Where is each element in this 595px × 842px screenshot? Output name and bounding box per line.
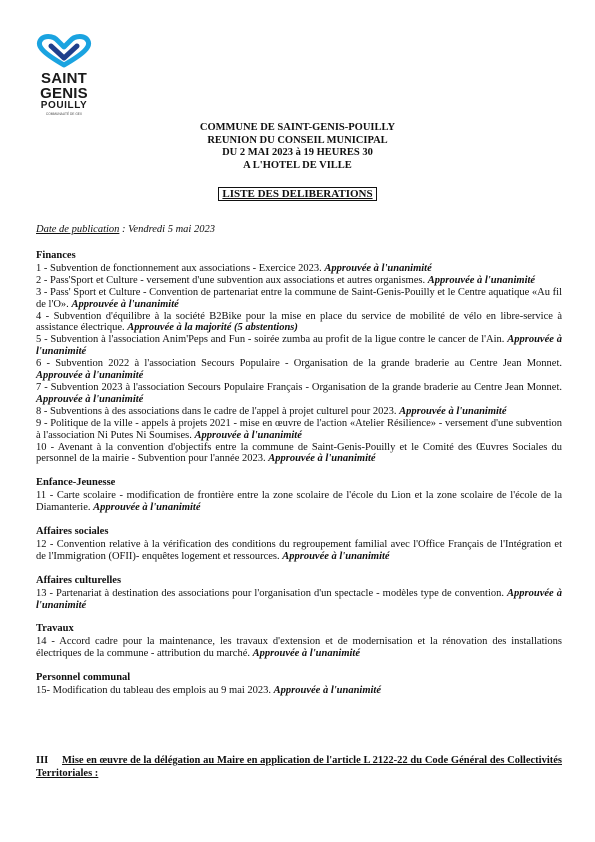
section-iii-number: III xyxy=(36,755,49,766)
section-title: Travaux xyxy=(36,623,74,635)
approval-status: Approuvée à l'unanimité xyxy=(194,429,302,441)
section-iii-heading xyxy=(36,754,562,780)
deliberation-item xyxy=(36,311,562,335)
deliberation-text: 7 - Subvention 2023 à l'association Secours Populaire Français - Organisation de la grande braderie au Centre Jean Monnet. xyxy=(36,381,562,393)
section-title: Enfance-Jeunesse xyxy=(36,477,116,489)
approval-status: Approuvée à l'unanimité xyxy=(93,502,201,514)
deliberation-item xyxy=(36,358,562,382)
approval-status: Approuvée à l'unanimité xyxy=(252,648,360,660)
publication-label: Date de publication xyxy=(36,224,120,235)
deliberation-item xyxy=(36,382,562,406)
publication-value: : Vendredi 5 mai 2023 xyxy=(119,224,215,235)
approval-status: Approuvée à l'unanimité xyxy=(71,298,179,310)
approval-status: Approuvée à l'unanimité xyxy=(324,262,432,274)
list-title-wrap xyxy=(0,184,595,202)
section xyxy=(36,250,562,465)
deliberation-text: 14 - Accord cadre pour la maintenance, les travaux d'extension et de modernisation et la rénovation des installations électriques de la commune - attribution du marché. xyxy=(36,636,562,660)
deliberation-text: 2 - Pass'Sport et Culture - versement d'une subvention aux associations et autres organismes. xyxy=(36,274,428,286)
approval-status: Approuvée à la majorité (5 abstentions) xyxy=(127,322,298,334)
publication-date xyxy=(36,224,215,235)
deliberation-text: 12 - Convention relative à la vérification des conditions du regroupement familial avec l'Office Français de l'Intégration et de l'Immigration (OFII)- enquêtes logement et ressources. xyxy=(36,538,562,562)
deliberation-text: 5 - Subvention à l'association Anim'Peps and Fun - soirée zumba au profit de la ligue contre le cancer de l'Ain. xyxy=(36,334,508,346)
deliberation-item xyxy=(36,418,562,442)
header-lieu: A L'HOTEL DE VILLE xyxy=(243,159,352,171)
header-reunion: REUNION DU CONSEIL MUNICIPAL xyxy=(207,134,388,146)
deliberation-item xyxy=(36,442,562,466)
heart-logo-icon xyxy=(35,34,93,68)
deliberation-item xyxy=(36,334,562,358)
section-iii-text: Mise en œuvre de la délégation au Maire en application de l'article L 2122-22 du Code Général des Collectivités Territoriales : xyxy=(36,755,562,779)
approval-status: Approuvée à l'unanimité xyxy=(273,685,382,697)
deliberation-item xyxy=(36,287,562,311)
saint-genis-pouilly-logo xyxy=(32,34,96,116)
section-title: Affaires sociales xyxy=(36,526,109,538)
deliberation-text: 10 - Avenant à la convention d'objectifs entre la commune de Saint-Genis-Pouilly et le Comité des Œuvres Sociales du personnel de la mairie - Subvention pour l'année 2023. xyxy=(36,441,562,465)
section xyxy=(36,575,562,612)
approval-status: Approuvée à l'unanimité xyxy=(36,393,144,405)
deliberation-item xyxy=(36,263,562,275)
section-title: Finances xyxy=(36,250,76,261)
section xyxy=(36,477,562,514)
deliberation-text: 15- Modification du tableau des emplois au 9 mai 2023. xyxy=(36,685,274,697)
deliberation-text: 13 - Partenariat à destination des associations pour l'organisation d'un spectacle - modèles type de convention. xyxy=(36,587,508,599)
deliberation-text: 9 - Politique de la ville - appels à projets 2021 - mise en œuvre de l'action «Atelier Résilience» - versement d'une subvention à l'association Ni Putes Ni Soumises. xyxy=(36,417,562,441)
header-date: DU 2 MAI 2023 à 19 HEURES 30 xyxy=(222,147,373,158)
document-header xyxy=(0,122,595,172)
deliberation-text: 1 - Subvention de fonctionnement aux associations - Exercice 2023. xyxy=(36,262,325,274)
deliberation-item xyxy=(36,490,562,514)
deliberation-item xyxy=(36,685,562,697)
deliberation-text: 11 - Carte scolaire - modification de frontière entre la zone scolaire de l'école du Lion et la zone scolaire de l'école de la Diamanterie. xyxy=(36,490,562,514)
deliberation-item xyxy=(36,406,562,418)
deliberation-text: 6 - Subvention 2022 à l'association Secours Populaire - Organisation de la grande braderie au Centre Jean Monnet. xyxy=(36,358,562,370)
section-title: Personnel communal xyxy=(36,672,131,684)
deliberation-item xyxy=(36,539,562,563)
logo-line-saint: SAINT xyxy=(41,70,87,87)
section xyxy=(36,526,562,563)
approval-status: Approuvée à l'unanimité xyxy=(36,587,562,611)
deliberation-item xyxy=(36,636,562,660)
approval-status: Approuvée à l'unanimité xyxy=(36,370,144,382)
approval-status: Approuvée à l'unanimité xyxy=(399,405,507,417)
logo-tagline: COMMUNAUTÉ DE GEX xyxy=(45,112,83,116)
logo-line-genis: GENIS xyxy=(40,85,88,102)
section xyxy=(36,672,562,697)
approval-status: Approuvée à l'unanimité xyxy=(36,334,562,358)
deliberation-text: 8 - Subventions à des associations dans le cadre de l'appel à projet culturel pour 2023. xyxy=(36,405,400,417)
deliberation-text: 3 - Pass' Sport et Culture - Convention de partenariat entre la commune de Saint-Genis-Pouilly et le Centre aquatique «Au fil de l'O». xyxy=(36,286,562,310)
list-title: LISTE DES DELIBERATIONS xyxy=(218,187,376,201)
approval-status: Approuvée à l'unanimité xyxy=(268,453,376,465)
deliberation-item xyxy=(36,275,562,287)
deliberation-text: 4 - Subvention d'équilibre à la société B2Bike pour la mise en place du service de mobilité de vélo en libre-service à assistance électrique. xyxy=(36,310,562,334)
deliberation-item xyxy=(36,588,562,612)
header-commune: COMMUNE DE SAINT-GENIS-POUILLY xyxy=(199,122,396,133)
deliberations-list xyxy=(36,250,562,709)
approval-status: Approuvée à l'unanimité xyxy=(427,274,536,286)
approval-status: Approuvée à l'unanimité xyxy=(282,550,390,562)
logo-line-pouilly: POUILLY xyxy=(40,100,88,111)
section xyxy=(36,623,562,660)
section-title: Affaires culturelles xyxy=(36,574,122,586)
